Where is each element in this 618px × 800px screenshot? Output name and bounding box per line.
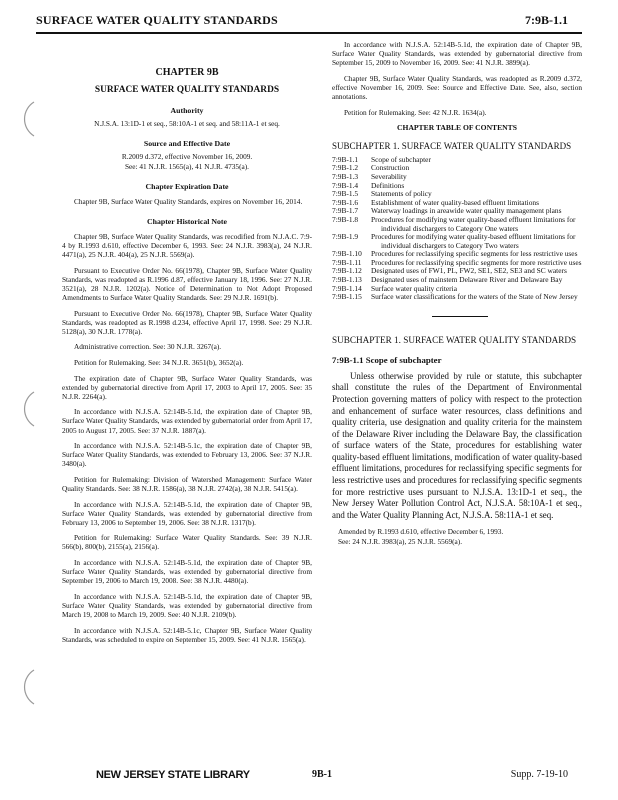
- chapter-number: CHAPTER 9B: [155, 67, 219, 78]
- authority-heading: Authority: [170, 106, 204, 116]
- toc-title: Waterway loadings in areawide water quality management plans: [371, 206, 562, 216]
- history-note: Administrative correction. See: 30 N.J.R. 3267(a).: [74, 342, 222, 352]
- history-heading: Chapter Historical Note: [147, 216, 227, 226]
- running-header-title: SURFACE WATER QUALITY STANDARDS: [36, 13, 278, 27]
- toc-number: 7:9B-1.2: [332, 163, 359, 173]
- header-rule: [36, 32, 582, 34]
- toc-title: Designated uses of FW1, PL, FW2, SE1, SE2, SE3 and SC waters: [371, 266, 567, 276]
- history-note: In accordance with N.J.S.A. 52:14B-5.1d, the expiration date of Chapter 9B, Surface Water Quality Standards, was extended by gubernatorial directive from September 15, 2009 to November 16, 2009. See: 41 N.J.R. 3899(a).: [332, 40, 582, 68]
- history-note: Petition for Rulemaking. See: 42 N.J.R. 1634(a).: [344, 107, 487, 117]
- subchapter-heading: SUBCHAPTER 1. SURFACE WATER QUALITY STANDARDS: [332, 141, 572, 152]
- history-note: Pursuant to Executive Order No. 66(1978), Chapter 9B, Surface Water Quality Standards, was readopted as R.1996 d.87, effective January 18, 1996. See: 27 N.J.R. 3521(a), 28 N.J.R. 1202(a). Notice of Determination to Not Adopt Proposed Amendments to Surface Water Quality Standards. See: 29 N.J.R. 1691(b).: [62, 265, 312, 302]
- toc-title: Procedures for reclassifying specific segments for less restrictive uses: [371, 249, 578, 259]
- history-note: Chapter 9B, Surface Water Quality Standards, was readopted as R.2009 d.372, effective November 16, 2009. See: Source and Effective Date. See, also, section annotations.: [332, 73, 582, 101]
- toc-number: 7:9B-1.5: [332, 189, 359, 199]
- toc-title: Procedures for reclassifying specific segments for more restrictive uses: [371, 257, 582, 267]
- toc-number: 7:9B-1.10: [332, 249, 362, 259]
- toc-number: 7:9B-1.6: [332, 197, 359, 207]
- history-note: In accordance with N.J.S.A. 52:14B-5.1d, the expiration date of Chapter 9B, Surface Water Quality Standards, was extended by gubernatorial directive from March 19, 2008 to March 19, 2009. See: 40 N.J.R. 2109(b).: [62, 591, 312, 620]
- history-note: In accordance with N.J.S.A. 52:14B-5.1d, the expiration date of Chapter 9B, Surface Water Quality Standards, was extended by gubernatorial directive from February 13, 2006 to September 19, 2006. See: 38 N.J.R. 1317(b).: [62, 499, 312, 527]
- expiration-heading: Chapter Expiration Date: [145, 181, 229, 191]
- history-note: Petition for Rulemaking. See: 34 N.J.R. 3651(b), 3652(a).: [74, 357, 244, 367]
- section-separator: [432, 316, 488, 317]
- library-stamp: NEW JERSEY STATE LIBRARY: [96, 769, 250, 781]
- history-note: Chapter 9B, Surface Water Quality Standards, was recodified from N.J.A.C. 7:9-4 by R.1993 d.610, effective December 6, 1993. See: 24 N.J.R. 3983(a), 24 N.J.R. 4471(a), 25 N.J.R. 404(a), 25 N.J.R. 5569(a).: [62, 231, 312, 260]
- history-note: Petition for Rulemaking: Division of Watershed Management: Surface Water Quality Standards. See: 38 N.J.R. 1586(a), 38 N.J.R. 2742(a), 38 N.J.R. 5415(a).: [62, 474, 312, 493]
- history-note: Petition for Rulemaking: Surface Water Quality Standards. See: 39 N.J.R. 566(b), 800(b), 2155(a), 2156(a).: [62, 533, 312, 552]
- history-note: In accordance with N.J.S.A. 52:14B-5.1c, the expiration date of Chapter 9B, Surface Water Quality Standards, was extended to February 13, 2006. See: 37 N.J.R. 3480(a).: [62, 441, 312, 469]
- expiration-text: Chapter 9B, Surface Water Quality Standards, expires on November 16, 2014.: [74, 196, 303, 206]
- toc-title: Statements of policy: [371, 189, 432, 199]
- chapter-title: SURFACE WATER QUALITY STANDARDS: [94, 85, 280, 96]
- authority-text: N.J.S.A. 13:1D-1 et seq., 58:10A-1 et seq. and 58:11A-1 et seq.: [94, 119, 280, 129]
- toc-number: 7:9B-1.4: [332, 180, 359, 190]
- supplement-date: Supp. 7-19-10: [510, 769, 568, 780]
- toc-number: 7:9B-1.13: [332, 275, 362, 285]
- punch-hole-icon: [0, 96, 40, 142]
- toc-number: 7:9B-1.9: [332, 232, 359, 242]
- history-note: Pursuant to Executive Order No. 66(1978), Chapter 9B, Surface Water Quality Standards, was readopted as R.1998 d.234, effective April 17, 1998. See: 29 N.J.R. 5128(a), 30 N.J.R. 1778(a).: [62, 308, 312, 336]
- source-line: See: 41 N.J.R. 1565(a), 41 N.J.R. 4735(a).: [124, 161, 250, 171]
- toc-row: [332, 156, 582, 165]
- toc-row: [332, 293, 582, 302]
- history-note: The expiration date of Chapter 9B, Surface Water Quality Standards, was extended by gubernatorial directive from April 17, 2003 to April 17, 2005. See: 35 N.J.R. 2264(a).: [62, 373, 312, 401]
- toc-row: [332, 216, 582, 233]
- toc-title: Procedures for modifying water quality-based effluent limitations for individual dischargers to Category Two waters: [371, 232, 576, 250]
- toc-title: Scope of subchapter: [371, 154, 431, 164]
- toc-number: 7:9B-1.7: [332, 206, 359, 216]
- amendment-note: Amended by R.1993 d.610, effective December 6, 1993.: [338, 527, 504, 537]
- toc-title: Designated uses of mainstem Delaware River and Delaware Bay: [371, 275, 563, 285]
- toc-number: 7:9B-1.12: [332, 266, 362, 276]
- toc-number: 7:9B-1.14: [332, 283, 362, 293]
- toc-number: 7:9B-1.15: [332, 292, 362, 302]
- toc-heading: CHAPTER TABLE OF CONTENTS: [397, 123, 517, 133]
- toc-row: [332, 276, 582, 285]
- source-heading: Source and Effective Date: [143, 139, 231, 149]
- page-number: 9B-1: [312, 769, 332, 780]
- toc-title: Surface water quality criteria: [371, 283, 457, 293]
- toc-title: Definitions: [371, 180, 405, 190]
- right-column: [332, 40, 582, 546]
- history-note: In accordance with N.J.S.A. 52:14B-5.1d, the expiration date of Chapter 9B, Surface Water Quality Standards, was extended by gubernatorial order from April 17, 2005 to August 17, 2005. See: 37 N.J.R. 1887(a).: [62, 407, 312, 435]
- toc-row: [332, 233, 582, 250]
- toc-row: [332, 173, 582, 182]
- toc-title: Severability: [371, 171, 407, 181]
- toc-title: Procedures for modifying water quality-based effluent limitations for individual dischargers to Category One waters: [371, 214, 576, 233]
- history-note: In accordance with N.J.S.A. 52:14B-5.1d, the expiration date of Chapter 9B, Surface Water Quality Standards, was extended by gubernatorial directive from September 19, 2006 to March 19, 2008. See: 38 N.J.R. 4480(a).: [62, 558, 312, 586]
- section-title: 7:9B-1.1 Scope of subchapter: [332, 354, 442, 365]
- toc-title: Construction: [371, 163, 410, 173]
- toc-number: 7:9B-1.3: [332, 171, 359, 181]
- toc-row: [332, 164, 582, 173]
- history-note: In accordance with N.J.S.A. 52:14B-5.1c, Chapter 9B, Surface Water Quality Standards, was scheduled to expire on September 15, 2009. See: 41 N.J.R. 1565(a).: [62, 625, 312, 644]
- punch-hole-icon: [0, 386, 40, 432]
- toc-list: [332, 156, 582, 302]
- subchapter-heading: SUBCHAPTER 1. SURFACE WATER QUALITY STANDARDS: [332, 334, 577, 345]
- punch-hole-icon: [0, 664, 40, 710]
- section-body: Unless otherwise provided by rule or statute, this subchapter shall constitute the rules of the Department of Environmental Protection governing matters of policy with respect to the protection and enhancement of surface water resources, class definitions and quality criteria, use designation and quality criteria for the mainstem of the Delaware River including the Delaware Bay, the classification of surface waters of the State, procedures for establishing water quality-based effluent limitations, modification of water quality-based effluent limitations, procedures for reclassifying specific segments for less restrictive uses and procedures for reclassifying specific segments for more restrictive uses pursuant to N.J.S.A. 13:1D-1 et seq., the New Jersey Water Pollution Control Act, N.J.S.A. 58:10A-1 et seq., and the Water Quality Planning Act, N.J.S.A. 58:11A-1 et seq.: [332, 370, 582, 520]
- toc-number: 7:9B-1.1: [332, 154, 359, 164]
- toc-number: 7:9B-1.8: [332, 214, 359, 224]
- running-header-section: 7:9B-1.1: [525, 13, 568, 27]
- left-column: [62, 40, 312, 650]
- toc-row: [332, 182, 582, 191]
- toc-number: 7:9B-1.11: [332, 257, 362, 267]
- toc-title: Surface water classifications for the waters of the State of New Jersey: [371, 292, 578, 302]
- source-line: R.2009 d.372, effective November 16, 2009.: [121, 152, 253, 162]
- amendment-note: See: 24 N.J.R. 3983(a), 25 N.J.R. 5569(a).: [338, 536, 463, 546]
- toc-title: Establishment of water quality-based effluent limitations: [371, 197, 539, 207]
